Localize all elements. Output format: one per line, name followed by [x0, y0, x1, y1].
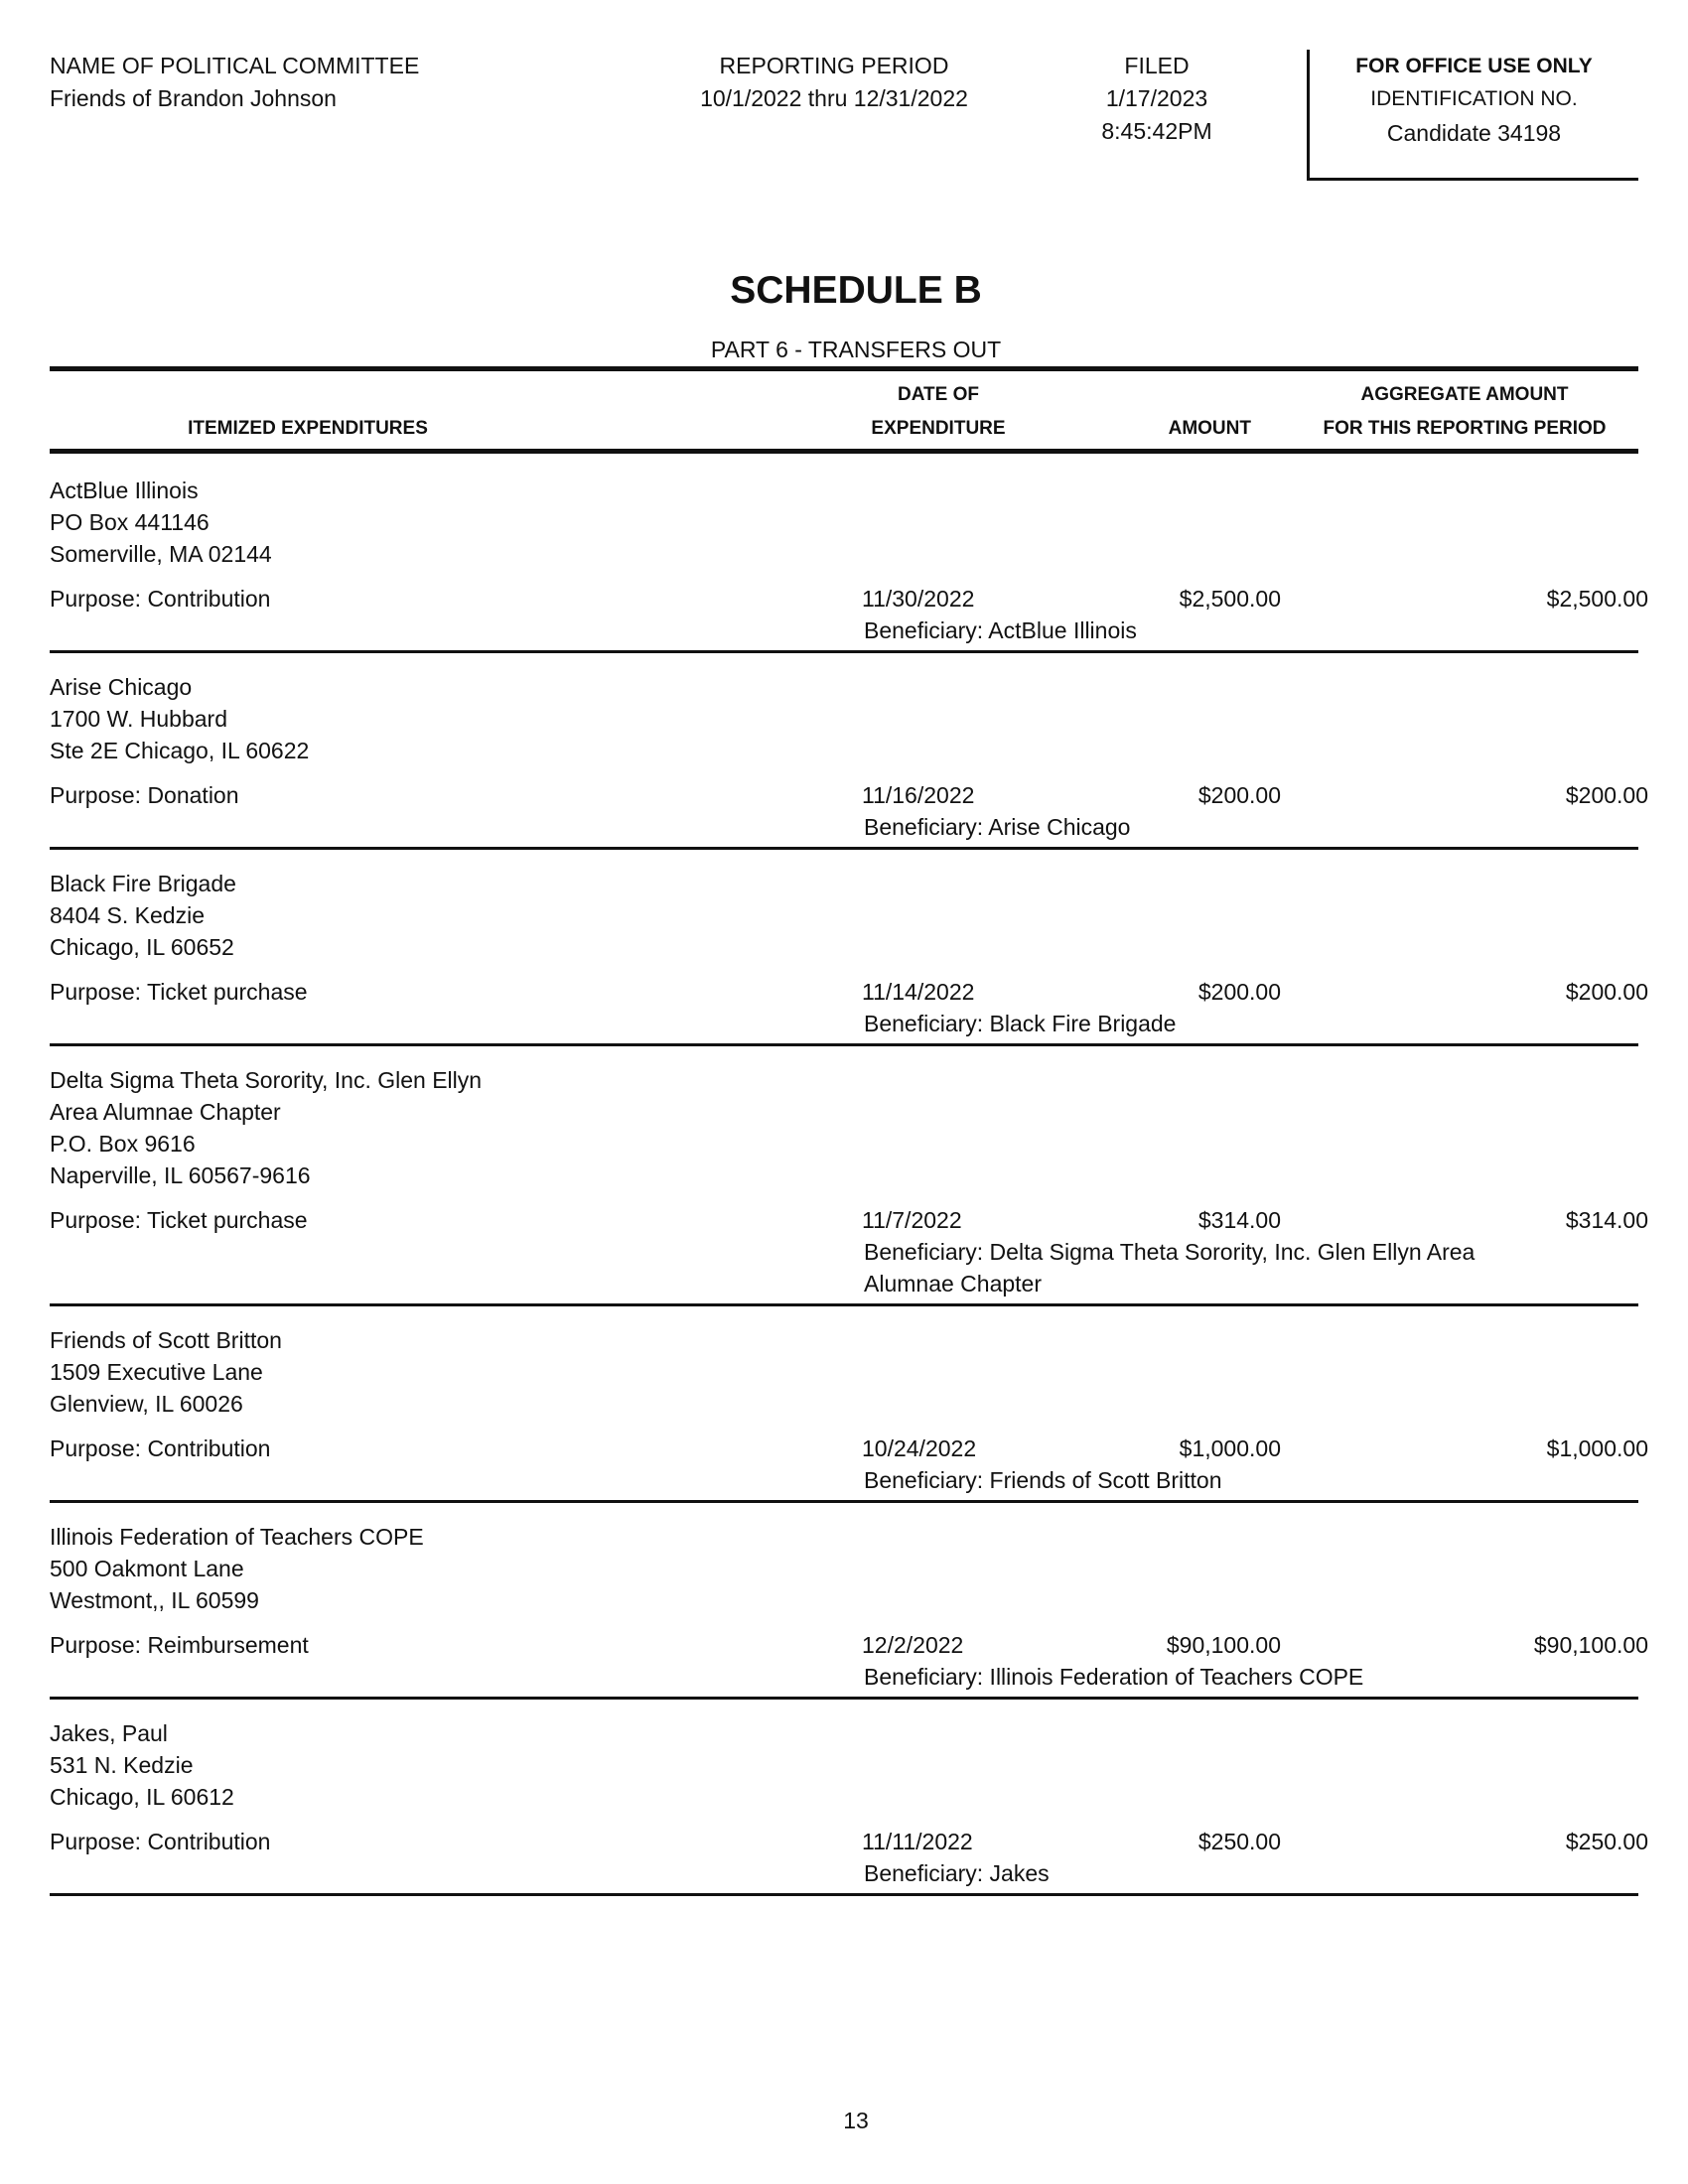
filed-date: 1/17/2023	[1105, 85, 1208, 111]
amount: $90,100.00	[1166, 1632, 1281, 1658]
purpose: Purpose: Contribution	[50, 1829, 271, 1854]
expenditure-entry	[50, 850, 1648, 1046]
expenditure-entry	[50, 457, 1648, 653]
expenditure-entry	[50, 1503, 1648, 1700]
payee-address-line: 1700 W. Hubbard	[50, 706, 228, 732]
payee-address-line: Chicago, IL 60652	[50, 934, 234, 960]
purpose: Purpose: Contribution	[50, 1435, 271, 1461]
aggregate-amount: $200.00	[1565, 782, 1648, 808]
office-use-box	[1307, 50, 1638, 181]
expenditure-entry	[50, 1700, 1648, 1896]
expenditure-date: 11/16/2022	[862, 782, 975, 808]
payee-address-line: Area Alumnae Chapter	[50, 1099, 281, 1125]
amount: $2,500.00	[1179, 586, 1281, 612]
payee-address-line: 1509 Executive Lane	[50, 1359, 263, 1385]
payee-name: Illinois Federation of Teachers COPE	[50, 1524, 424, 1550]
filed-time: 8:45:42PM	[1101, 118, 1212, 144]
beneficiary: Beneficiary: ActBlue Illinois	[864, 617, 1137, 643]
amount: $200.00	[1197, 979, 1281, 1005]
purpose: Purpose: Donation	[50, 782, 239, 808]
amount: $250.00	[1197, 1829, 1281, 1854]
table-top-rule	[50, 366, 1638, 371]
beneficiary: Beneficiary: Arise Chicago	[864, 814, 1131, 840]
payee-address-line: PO Box 441146	[50, 509, 210, 535]
aggregate-amount: $2,500.00	[1546, 586, 1648, 612]
col-amount: AMOUNT	[1168, 418, 1251, 439]
reporting-period-value: 10/1/2022 thru 12/31/2022	[700, 85, 968, 111]
purpose: Purpose: Ticket purchase	[50, 979, 308, 1005]
committee-label: NAME OF POLITICAL COMMITTEE	[50, 53, 420, 78]
schedule-subtitle: PART 6 - TRANSFERS OUT	[710, 337, 1002, 362]
identification-label: IDENTIFICATION NO.	[1370, 87, 1578, 110]
col-itemized-expenditures: ITEMIZED EXPENDITURES	[188, 418, 428, 439]
expenditure-date: 11/7/2022	[862, 1207, 962, 1233]
purpose: Purpose: Contribution	[50, 586, 271, 612]
expenditure-entry	[50, 1046, 1648, 1306]
payee-address-line: 8404 S. Kedzie	[50, 902, 206, 928]
beneficiary: Beneficiary: Friends of Scott Britton	[864, 1467, 1222, 1493]
reporting-period-label: REPORTING PERIOD	[719, 53, 949, 78]
expenditure-date: 12/2/2022	[862, 1632, 964, 1658]
purpose: Purpose: Reimbursement	[50, 1632, 309, 1658]
col-date-line2: EXPENDITURE	[871, 418, 1006, 439]
aggregate-amount: $1,000.00	[1546, 1435, 1648, 1461]
payee-name: Friends of Scott Britton	[50, 1327, 282, 1353]
beneficiary: Beneficiary: Illinois Federation of Teachers COPE	[864, 1664, 1364, 1690]
expenditure-date: 10/24/2022	[862, 1435, 977, 1461]
expenditure-date: 11/30/2022	[862, 586, 975, 612]
payee-address-line: Westmont,, IL 60599	[50, 1587, 259, 1613]
aggregate-amount: $90,100.00	[1533, 1632, 1648, 1658]
expenditure-entry	[50, 653, 1648, 850]
schedule-title: SCHEDULE B	[730, 269, 982, 312]
payee-address-line: 500 Oakmont Lane	[50, 1556, 244, 1581]
aggregate-amount: $314.00	[1565, 1207, 1648, 1233]
amount: $314.00	[1197, 1207, 1281, 1233]
amount: $1,000.00	[1179, 1435, 1281, 1461]
expenditure-date: 11/11/2022	[862, 1829, 973, 1854]
payee-address-line: Chicago, IL 60612	[50, 1784, 234, 1810]
payee-name: Jakes, Paul	[50, 1720, 168, 1746]
payee-name: Delta Sigma Theta Sorority, Inc. Glen Ellyn	[50, 1067, 483, 1093]
aggregate-amount: $200.00	[1565, 979, 1648, 1005]
aggregate-amount: $250.00	[1565, 1829, 1648, 1854]
reporting-period-block	[655, 50, 1013, 115]
identification-value: Candidate 34198	[1386, 120, 1562, 146]
payee-address-line: Naperville, IL 60567-9616	[50, 1162, 311, 1188]
payee-name: Black Fire Brigade	[50, 871, 236, 896]
expenditure-entry	[50, 1306, 1648, 1503]
payee-address-line: Glenview, IL 60026	[50, 1391, 243, 1417]
beneficiary: Beneficiary: Black Fire Brigade	[864, 1011, 1177, 1036]
filed-label: FILED	[1124, 53, 1190, 78]
payee-address-line: 531 N. Kedzie	[50, 1752, 194, 1778]
committee-block	[50, 50, 606, 115]
col-date-line1: DATE OF	[898, 384, 979, 405]
payee-address-line: Ste 2E Chicago, IL 60622	[50, 738, 310, 763]
committee-name: Friends of Brandon Johnson	[50, 85, 337, 111]
expenditure-date: 11/14/2022	[862, 979, 975, 1005]
beneficiary: Alumnae Chapter	[864, 1271, 1042, 1297]
purpose: Purpose: Ticket purchase	[50, 1207, 308, 1233]
payee-name: Arise Chicago	[50, 674, 193, 700]
beneficiary: Beneficiary: Jakes	[864, 1860, 1050, 1886]
page-number: 13	[843, 2108, 869, 2133]
payee-name: ActBlue Illinois	[50, 478, 199, 503]
beneficiary: Beneficiary: Delta Sigma Theta Sorority, Inc. Glen Ellyn Area	[864, 1239, 1476, 1265]
header-bottom-rule	[50, 449, 1638, 454]
col-aggregate-line1: AGGREGATE AMOUNT	[1360, 384, 1569, 405]
filed-block	[1053, 50, 1261, 148]
office-use-label: FOR OFFICE USE ONLY	[1355, 55, 1593, 77]
amount: $200.00	[1197, 782, 1281, 808]
payee-address-line: P.O. Box 9616	[50, 1131, 196, 1157]
payee-address-line: Somerville, MA 02144	[50, 541, 272, 567]
col-aggregate-line2: FOR THIS REPORTING PERIOD	[1323, 418, 1607, 439]
